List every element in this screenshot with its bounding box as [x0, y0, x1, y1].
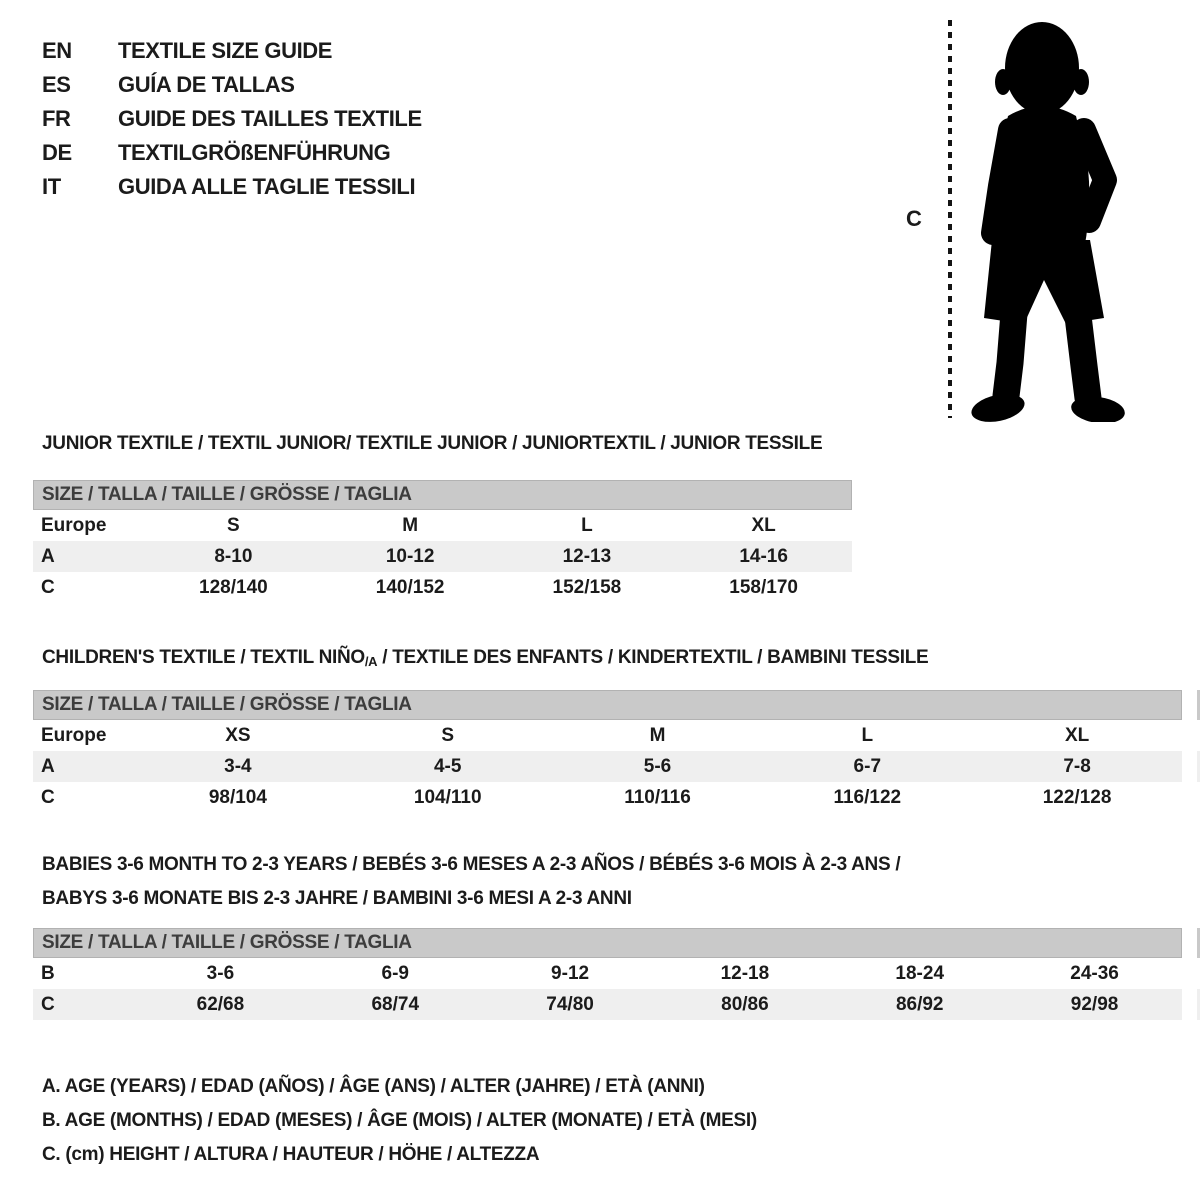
- language-code: IT: [42, 174, 61, 199]
- age-value: 12-13: [562, 546, 612, 567]
- region-column-header: Europe: [41, 725, 107, 746]
- babies-heading-line1: BABIES 3-6 MONTH TO 2-3 YEARS / BEBÉS 3-6 MESES A 2-3 AÑOS / BÉBÉS 3-6 MOIS À 2-3 ANS /: [42, 854, 901, 875]
- junior-header-row: [33, 510, 852, 541]
- size-column-header: L: [861, 725, 874, 746]
- children-heading-text: CHILDREN'S TEXTILE / TEXTIL NIÑO: [42, 647, 365, 668]
- children-age-row: [33, 751, 1182, 782]
- age-months-value: 12-18: [720, 963, 770, 984]
- height-value: 128/140: [199, 577, 268, 598]
- size-column-header: S: [441, 725, 455, 746]
- age-value: 3-4: [224, 756, 252, 777]
- height-value: 98/104: [208, 787, 267, 808]
- height-dashed-line: [948, 20, 952, 418]
- height-value: 62/68: [196, 994, 245, 1015]
- age-value: 8-10: [214, 546, 253, 567]
- size-column-header: M: [649, 725, 666, 746]
- children-height-row: [33, 782, 1182, 813]
- height-value: 122/128: [1042, 787, 1112, 808]
- row-label: A: [41, 546, 55, 567]
- height-measure-label: C: [906, 206, 922, 231]
- size-column-header: M: [402, 515, 419, 536]
- size-column-header: L: [581, 515, 593, 536]
- footnote-height-cm: C. (cm) HEIGHT / ALTURA / HAUTEUR / HÖHE / ALTEZZA: [42, 1144, 540, 1165]
- row-label: C: [41, 994, 55, 1015]
- children-section-heading: [42, 646, 928, 670]
- age-months-value: 9-12: [551, 963, 590, 984]
- guide-title-it: GUIDA ALLE TAGLIE TESSILI: [118, 174, 416, 199]
- height-value: 110/116: [624, 787, 691, 808]
- age-months-value: 6-9: [381, 963, 409, 984]
- height-value: 152/158: [552, 577, 622, 598]
- language-row-es: [42, 68, 422, 102]
- language-code: ES: [42, 72, 71, 97]
- row-label: C: [41, 787, 55, 808]
- age-value: 6-7: [853, 756, 882, 777]
- footnote-legend: [42, 1070, 757, 1172]
- size-column-header: XL: [1064, 725, 1090, 746]
- row-label: B: [41, 963, 55, 984]
- guide-title-es: GUÍA DE TALLAS: [118, 72, 295, 97]
- children-size-table: [33, 690, 1182, 813]
- babies-age-row: [33, 958, 1182, 989]
- children-header-row: [33, 720, 1182, 751]
- language-code: FR: [42, 106, 71, 131]
- age-value: 5-6: [643, 756, 672, 777]
- babies-size-table: [33, 928, 1182, 1020]
- row-label: C: [41, 577, 55, 598]
- age-value: 4-5: [433, 756, 462, 777]
- junior-size-table: [33, 480, 852, 603]
- language-code: DE: [42, 140, 72, 165]
- guide-title-fr: GUIDE DES TAILLES TEXTILE: [118, 106, 422, 131]
- junior-age-row: [33, 541, 852, 572]
- size-header-bar: [33, 690, 1182, 720]
- size-header-label: SIZE / TALLA / TAILLE / GRÖSSE / TAGLIA: [42, 932, 412, 953]
- size-column-header: XL: [751, 515, 776, 536]
- height-value: 116/122: [833, 787, 902, 808]
- footnote-age-years: A. AGE (YEARS) / EDAD (AÑOS) / ÂGE (ANS) / ALTER (JAHRE) / ETÀ (ANNI): [42, 1076, 705, 1097]
- height-measure-figure: [890, 0, 1200, 440]
- size-header-label: SIZE / TALLA / TAILLE / GRÖSSE / TAGLIA: [42, 484, 412, 505]
- age-value: 14-16: [739, 546, 788, 567]
- language-code: EN: [42, 38, 72, 63]
- language-row-de: [42, 136, 422, 170]
- age-value: 10-12: [385, 546, 435, 567]
- language-row-en: [42, 34, 422, 68]
- height-value: 74/80: [546, 994, 594, 1015]
- language-row-fr: [42, 102, 422, 136]
- height-value: 92/98: [1070, 994, 1119, 1015]
- region-column-header: Europe: [41, 515, 107, 536]
- junior-height-row: [33, 572, 852, 603]
- height-value: 68/74: [371, 994, 420, 1015]
- footnote-age-months: B. AGE (MONTHS) / EDAD (MESES) / ÂGE (MOIS) / ALTER (MONATE) / ETÀ (MESI): [42, 1110, 757, 1131]
- age-value: 7-8: [1063, 756, 1091, 777]
- height-value: 80/86: [721, 994, 769, 1015]
- language-row-it: [42, 170, 422, 204]
- size-header-bar: [33, 928, 1182, 958]
- age-months-value: 24-36: [1070, 963, 1119, 984]
- height-value: 86/92: [895, 994, 944, 1015]
- age-months-value: 18-24: [895, 963, 945, 984]
- height-value: 104/110: [413, 787, 482, 808]
- size-column-header: XS: [225, 725, 251, 746]
- size-column-header: S: [227, 515, 240, 536]
- height-value: 158/170: [729, 577, 798, 598]
- children-heading-sub: /A: [364, 654, 378, 669]
- babies-section-heading: [42, 848, 900, 916]
- age-months-value: 3-6: [206, 963, 235, 984]
- size-header-label: SIZE / TALLA / TAILLE / GRÖSSE / TAGLIA: [42, 694, 412, 715]
- height-value: 140/152: [375, 577, 445, 598]
- babies-heading-line2: BABYS 3-6 MONATE BIS 2-3 JAHRE / BAMBINI 3-6 MESI A 2-3 ANNI: [42, 888, 632, 909]
- babies-height-row: [33, 989, 1182, 1020]
- language-list: [42, 34, 422, 204]
- row-label: A: [41, 756, 55, 777]
- guide-title-en: TEXTILE SIZE GUIDE: [118, 38, 333, 63]
- toddler-silhouette-icon: [962, 18, 1140, 422]
- size-header-bar: [33, 480, 852, 510]
- guide-title-de: TEXTILGRÖßENFÜHRUNG: [118, 140, 391, 165]
- children-heading-text: / TEXTILE DES ENFANTS / KINDERTEXTIL / BAMBINI TESSILE: [377, 647, 929, 668]
- junior-section-heading: JUNIOR TEXTILE / TEXTIL JUNIOR/ TEXTILE JUNIOR / JUNIORTEXTIL / JUNIOR TESSILE: [42, 433, 823, 454]
